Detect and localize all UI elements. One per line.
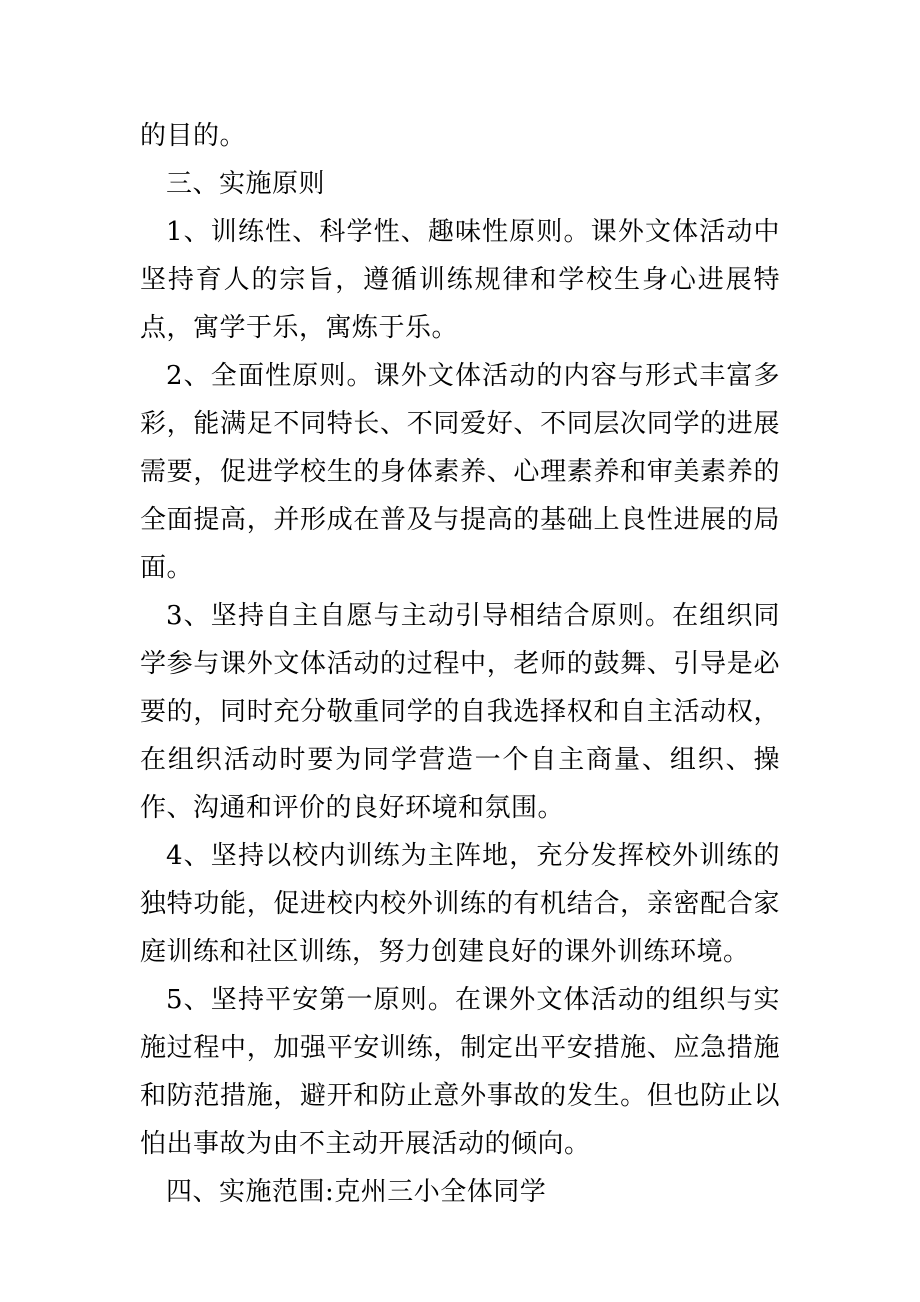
section-heading-implementation-principles: 三、实施原则 bbox=[166, 169, 326, 199]
principle-3-paragraph: 3、坚持自主自愿与主动引导相结合原则。在组织同学参与课外文体活动的过程中，老师的鼓舞、引导是必要的，同时充分敬重同学的自我选择权和自主活动权，在组织活动时要为同学营造一个自主商量、组织、操作、沟通和评价的良好环境和氛围。 bbox=[140, 601, 780, 823]
paragraph-continuation: 的目的。 bbox=[140, 121, 247, 151]
section-heading-implementation-scope: 四、实施范围:克州三小全体同学 bbox=[166, 1177, 547, 1207]
principle-1-paragraph: 1、训练性、科学性、趣味性原则。课外文体活动中坚持育人的宗旨，遵循训练规律和学校生身心进展特点，寓学于乐，寓炼于乐。 bbox=[140, 217, 780, 343]
principle-5-paragraph: 5、坚持平安第一原则。在课外文体活动的组织与实施过程中，加强平安训练，制定出平安措施、应急措施和防范措施，避开和防止意外事故的发生。但也防止以怕出事故为由不主动开展活动的倾向。 bbox=[140, 985, 780, 1159]
document-body bbox=[140, 112, 780, 1216]
principle-4-paragraph: 4、坚持以校内训练为主阵地，充分发挥校外训练的独特功能，促进校内校外训练的有机结合，亲密配合家庭训练和社区训练，努力创建良好的课外训练环境。 bbox=[140, 841, 780, 967]
principle-2-paragraph: 2、全面性原则。课外文体活动的内容与形式丰富多彩，能满足不同特长、不同爱好、不同层次同学的进展需要，促进学校生的身体素养、心理素养和审美素养的全面提高，并形成在普及与提高的基础上良性进展的局面。 bbox=[140, 361, 780, 583]
